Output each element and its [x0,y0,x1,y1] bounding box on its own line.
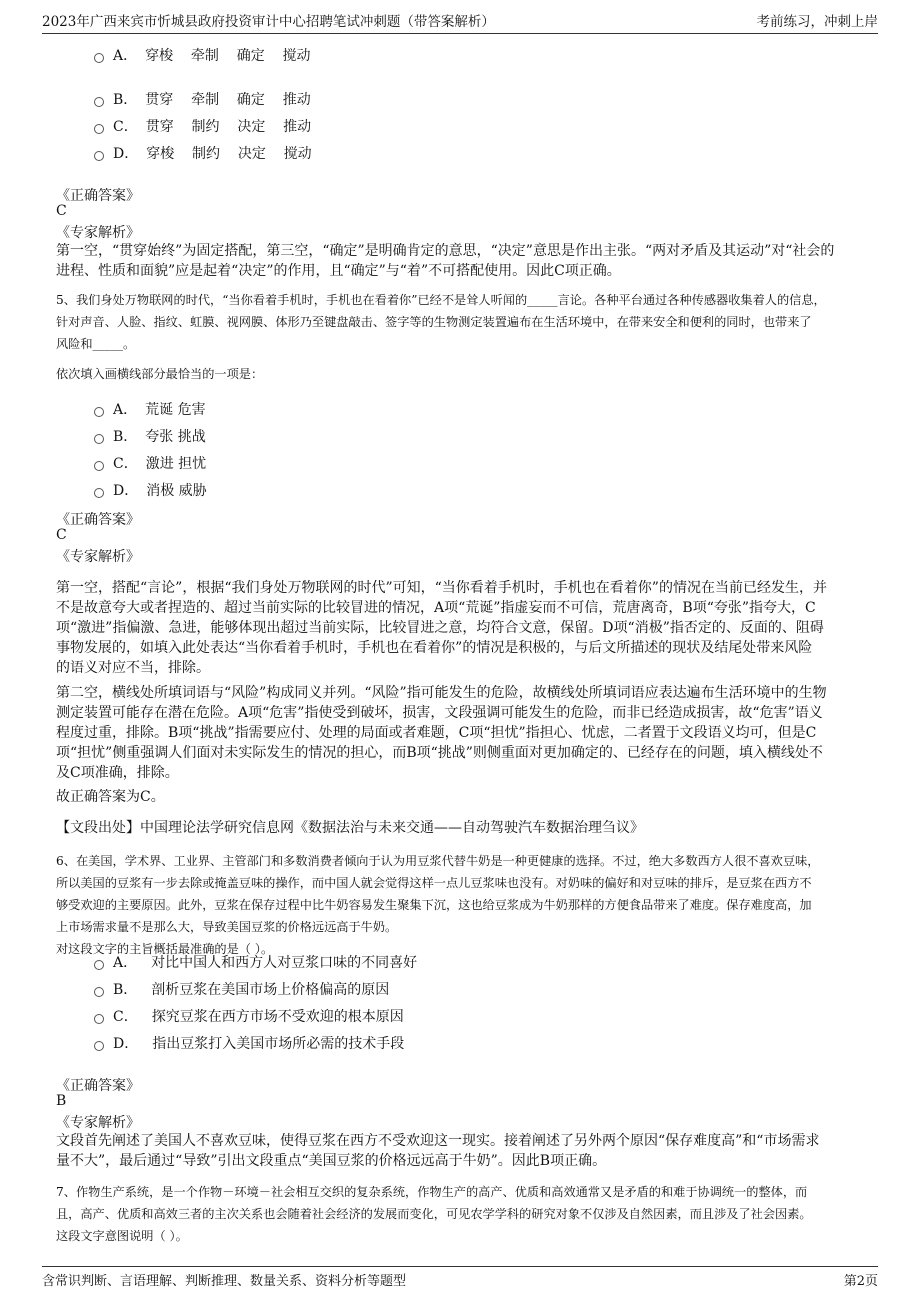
radio-icon[interactable] [94,53,104,63]
q5-option-d[interactable]: D． 消极 威胁 [94,480,207,500]
q4-option-d[interactable]: D． 穿梭 制约 决定 搅动 [94,143,312,163]
radio-icon[interactable] [94,124,104,134]
q6-option-c[interactable]: C． 探究豆浆在西方市场不受欢迎的根本原因 [94,1006,404,1026]
q5-prompt: 依次填入画横线部分最恰当的一项是： [56,367,264,381]
q5-option-b[interactable]: B． 夸张 挑战 [94,426,206,446]
q4-analysis-label: 《专家解析》 [56,225,140,241]
page-footer [42,1266,878,1291]
radio-icon[interactable] [94,987,104,997]
q6-analysis-label: 《专家解析》 [56,1115,140,1131]
q4-answer-label: 《正确答案》 [56,188,140,204]
q5-option-c[interactable]: C． 激进 担忧 [94,453,206,473]
radio-icon[interactable] [94,461,104,471]
radio-icon[interactable] [94,1041,104,1051]
q5-option-a[interactable]: A． 荒诞 危害 [94,399,206,419]
q4-analysis: 第一空，“贯穿始终”为固定搭配，第三空，“确定”是明确肯定的意思，“决定”意思是作出主张。“两对矛盾及其运动”对“社会的 进程、性质和面貌”应是起着“决定”的作用，且“确定”与“着”不可搭配使用。因此C项正确。 [56,243,835,279]
footer-description: 含常识判断、言语理解、判断推理、数量关系、资料分析等题型 [42,1273,407,1289]
q6-analysis: 文段首先阐述了美国人不喜欢豆味，使得豆浆在西方不受欢迎这一现实。接着阐述了另外两个原因“保存难度高”和“市场需求 量不大”，最后通过“导致”引出文段重点“美国豆浆的价格远远高于牛奶”。因此B项正确。 [56,1133,820,1169]
radio-icon[interactable] [94,1014,104,1024]
radio-icon[interactable] [94,488,104,498]
q6-option-b[interactable]: B． 剖析豆浆在美国市场上价格偏高的原因 [94,979,389,999]
q5-conclusion: 故正确答案为C。 [56,789,165,805]
radio-icon[interactable] [94,151,104,161]
q4-option-c[interactable]: C． 贯穿 制约 决定 推动 [94,116,311,136]
q5-answer: C [56,527,67,543]
page-header [42,8,878,34]
radio-icon[interactable] [94,960,104,970]
q5-analysis-para-1: 第一空，搭配“言论”，根据“我们身处万物联网的时代”可知，“当你看着手机时，手机也在看着你”的情况在当前已经发生，并 不是故意夸大或者捏造的、超过当前实际的比较冒进的情况，A项“荒诞”指虚妄而不可信，荒唐离奇，B项“夸张”指夸大，C 项“激进”指偏激、急进，能够体现出超过当前实际，比较冒进之意，均符合文意，保留。D项“消极”指否定的、反面的、阻碍 事物发展的，如填入此处表达“当你看着手机时，手机也在看着你”的情况是积极的，与后文所描述的现状及结尾处带来风险 的语义对应不当，排除。 [56,580,827,676]
q5-stem: 5、我们身处万物联网的时代，“当你看着手机时，手机也在看着你”已经不是耸人听闻的_____言论。各种平台通过各种传感器收集着人的信息， 针对声音、人脸、指纹、虹膜、视网膜、体形乃至键盘敲击、签字等的生物测定装置遍布在生活环境中，在带来安全和便利的同时，也带来了 风险和_____。 [56,293,826,351]
q5-analysis-para-2: 第二空，横线处所填词语与“风险”构成同义并列。“风险”指可能发生的危险，故横线处所填词语应表达遍布生活环境中的生物 测定装置可能存在潜在危险。A项“危害”指使受到破坏，损害，文段强调可能发生的危险，而非已经造成损害，故“危害”语义 程度过重，排除。B项“挑战”指需要应付、处理的局面或者难题，C项“担忧”指担心、忧虑，二者置于文段语义均可，但是C 项“担忧”侧重强调人们面对未实际发生的情况的担心，而B项“挑战”则侧重面对更加确定的、已经存在的问题，填入横线处不 及C项准确，排除。 [56,685,827,781]
q6-option-a[interactable]: A． 对比中国人和西方人对豆浆口味的不同喜好 [94,952,417,972]
document-title: 2023年广西来宾市忻城县政府投资审计中心招聘笔试冲刺题（带答案解析） [42,14,495,30]
q6-answer: B [56,1093,67,1109]
q5-analysis-label: 《专家解析》 [56,549,140,565]
radio-icon[interactable] [94,97,104,107]
q4-option-a[interactable]: A． 穿梭 牵制 确定 搅动 [94,45,311,65]
header-slogan: 考前练习，冲刺上岸 [756,14,878,30]
q6-option-d[interactable]: D． 指出豆浆打入美国市场所必需的技术手段 [94,1033,404,1053]
page-number: 第2页 [843,1273,878,1289]
q4-option-b[interactable]: B． 贯穿 牵制 确定 推动 [94,89,311,109]
q5-source: 【文段出处】中国理论法学研究信息网《数据法治与未来交通——自动驾驶汽车数据治理刍议》 [56,820,644,836]
radio-icon[interactable] [94,434,104,444]
q4-answer: C [56,203,67,219]
q7-stem: 7、作物生产系统，是一个作物－环境－社会相互交织的复杂系统，作物生产的高产、优质和高效通常又是矛盾的和难于协调统一的整体，而 且，高产、优质和高效三者的主次关系也会随着社会经济的发展而变化，可见农学学科的研究对象不仅涉及自然因素，而且涉及了社会因素。 这段文字意图说明（ ）。 [56,1185,812,1243]
q6-answer-label: 《正确答案》 [56,1078,140,1094]
radio-icon[interactable] [94,407,104,417]
q5-answer-label: 《正确答案》 [56,512,140,528]
q6-stem: 6、在美国，学术界、工业界、主管部门和多数消费者倾向于认为用豆浆代替牛奶是一种更健康的选择。不过，绝大多数西方人很不喜欢豆味， 所以美国的豆浆有一步去除或掩盖豆味的操作，而中国人就会觉得这样一点儿豆浆味也没有。对奶味的偏好和对豆味的排斥，是豆浆在西方不 够受欢迎的主要原因。此外，豆浆在保存过程中比牛奶容易发生聚集下沉，这也给豆浆成为牛奶那样的方便食品带来了难度。保存难度高，加 上市场需求量不是那么大，导致美国豆浆的价格远远高于牛奶。 对这段文字的主旨概括最准确的是（ ）。 [56,854,820,956]
